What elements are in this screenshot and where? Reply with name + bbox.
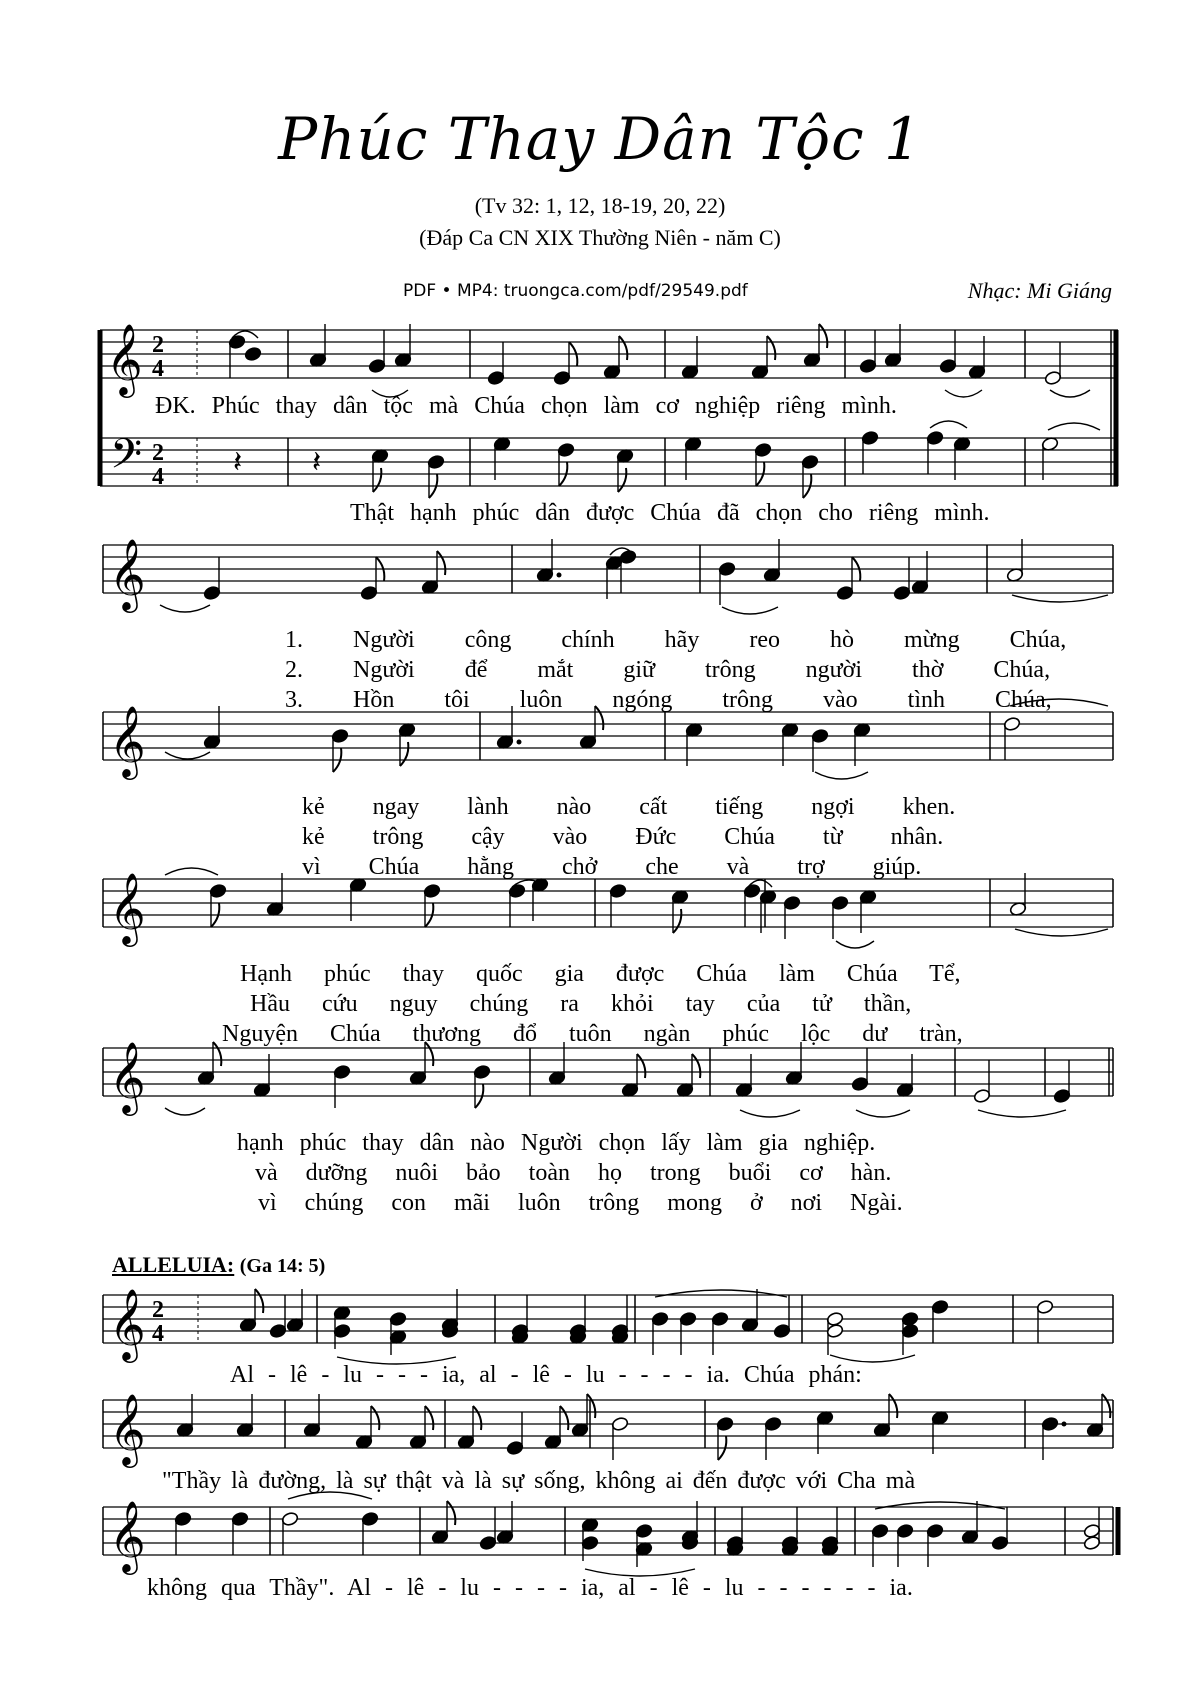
note-flag [437,551,445,575]
note-head [635,1523,653,1538]
song-title: Phúc Thay Dân Tộc 1 [278,105,922,173]
slur [655,1290,787,1297]
note-flag [587,1394,595,1418]
note-dot [557,573,562,578]
note-flag [255,1289,263,1313]
note-head [851,1076,869,1091]
alleluia-title: ALLELUIA: [112,1252,235,1277]
note-dot [517,740,522,745]
slur [1048,423,1100,430]
note-head [609,883,627,898]
note-head [773,1323,791,1338]
refrain-upper-lyrics: ĐK. Phúc thay dân tộc mà Chúa chọn làm cơ nghiệp riêng mình. [155,393,897,419]
note-flag [673,909,681,933]
slur [815,772,868,779]
verse-3-line-3: Nguyện Chúa thương đổ tuôn ngàn phúc lộc dư tràn, [222,1021,963,1047]
psalm-reference: (Tv 32: 1, 12, 18-19, 20, 22) [474,193,726,218]
slur [1050,390,1090,397]
time-signature-top: 2 [152,440,164,466]
note-head [581,1535,599,1550]
verse-3-line-1: 3. Hồn tôi luôn ngóng trông vào tình Chúa, [285,687,1052,713]
note-head [754,442,772,457]
note-head [331,728,349,743]
note-head [557,442,575,457]
note-head [1053,1088,1071,1103]
slur [722,607,778,614]
verse-1-line-4: hạnh phúc thay dân nào Người chọn lấy làm gia nghiệp. [237,1130,876,1156]
note-flag [819,324,827,348]
note-flag [618,468,626,492]
verse-3-line-2: vì Chúa hằng chở che và trợ giúp. [302,854,922,880]
note-flag [213,1042,221,1066]
treble-clef-icon: 𝄞 [109,1040,146,1113]
note-head [926,1523,944,1538]
slur [875,1502,1005,1509]
time-signature-top: 2 [152,1297,164,1323]
note-head [711,1311,729,1326]
slur [740,1110,800,1117]
slur [830,1355,915,1362]
note-head [801,454,819,469]
note-head [1036,1299,1054,1314]
note-head [861,430,879,445]
note-flag [619,336,627,360]
note-head [651,1311,669,1326]
note-head [203,585,221,600]
alleluia-reference: (Ga 14: 5) [239,1255,326,1277]
slur [930,421,967,428]
note-head [926,430,944,445]
note-head [1041,1416,1059,1431]
note-head [427,454,445,469]
note-flag [371,1406,379,1430]
alleluia-heading [112,1252,325,1278]
time-signature-bottom: 4 [152,356,164,382]
note-flag [425,1406,433,1430]
note-flag [692,1054,700,1078]
treble-clef-icon: 𝄞 [109,1392,146,1465]
note-flag [560,1406,568,1430]
verse-3-line-4: vì chúng con mãi luôn trông mong ở nơi Ngài. [258,1190,903,1216]
note-head [811,728,829,743]
time-signature-bottom: 4 [152,464,164,490]
note-head [939,358,957,373]
note-head [487,370,505,385]
note-head [506,1440,524,1455]
verse-2-line-1: 2. Người để mắt giữ trông người thờ Chúa, [285,657,1051,683]
quarter-rest-icon: 𝄽 [312,445,322,480]
treble-clef-icon: 𝄞 [109,1499,146,1572]
note-head [826,1311,844,1326]
note-head [244,346,262,361]
note-head [931,1299,949,1314]
slur [165,868,218,875]
note-head [973,1088,991,1103]
note-head [360,585,378,600]
note-head [269,1323,287,1338]
note-head [901,1323,919,1338]
note-head [991,1535,1009,1550]
note-head [716,1416,734,1431]
note-head [743,883,761,898]
note-head [368,358,386,373]
note-head [826,1323,844,1338]
time-signature-bottom: 4 [152,1321,164,1347]
treble-clef-icon: 𝄞 [109,537,146,610]
slur [978,1110,1066,1117]
slur [165,1108,205,1115]
note-flag [373,468,381,492]
liturgy-note: (Đáp Ca CN XIX Thường Niên - năm C) [419,225,781,250]
note-head [1083,1523,1101,1538]
slur [165,752,210,759]
bass-clef-icon: 𝄢 [110,430,143,488]
note-head [473,1064,491,1079]
treble-clef-icon: 𝄞 [109,1287,146,1360]
note-flag [400,742,408,766]
treble-clef-icon: 𝄞 [109,871,146,944]
note-head [764,1416,782,1431]
note-head [718,561,736,576]
verse-2-line-3: Hầu cứu nguy chúng ra khỏi tay của tử thần, [250,991,912,1017]
note-flag [1102,1394,1110,1418]
alleluia-line-1: Al - lê - lu - - - ia, al - lê - lu - - - - ia. Chúa phán: [230,1362,862,1388]
slur [160,605,210,612]
note-flag [767,336,775,360]
note-head [783,895,801,910]
note-dot [1062,1422,1067,1427]
note-flag [447,1501,455,1525]
treble-clef-icon: 𝄞 [109,704,146,777]
refrain-lower-lyrics: Thật hạnh phúc dân được Chúa đã chọn cho riêng mình. [350,500,990,526]
note-head [361,1511,379,1526]
note-flag [889,1394,897,1418]
note-head [836,585,854,600]
note-flag [473,1406,481,1430]
verse-1-line-2: kẻ ngay lành nào cất tiếng ngợi khen. [302,794,956,820]
note-head [893,585,911,600]
note-head [508,883,526,898]
note-head [174,1511,192,1526]
slur [945,390,982,397]
note-head [209,883,227,898]
verse-1-line-3: Hạnh phúc thay quốc gia được Chúa làm Chúa Tể, [240,961,961,987]
note-head [901,1311,919,1326]
alleluia-line-2: "Thầy là đường, là sự thật và là sự sống, không ai đến được với Cha mà [162,1468,916,1494]
quarter-rest-icon: 𝄽 [233,445,243,480]
slur [856,1110,910,1117]
pdf-link[interactable]: PDF • MP4: truongca.com/pdf/29549.pdf [403,281,748,301]
note-head [859,358,877,373]
note-head [831,895,849,910]
note-head [281,1511,299,1526]
verse-2-line-4: và dưỡng nuôi bảo toàn họ trong buổi cơ hàn. [255,1160,892,1186]
note-head [679,1311,697,1326]
alleluia-line-3: không qua Thầy". Al - lê - lu - - - - ia, al - lê - lu - - - - - - ia. [147,1575,913,1601]
note-flag [637,1054,645,1078]
slur [1012,595,1108,602]
treble-clef-icon: 𝄞 [106,322,143,395]
verse-1-line-1: 1. Người công chính hãy reo hò mừng Chúa, [285,627,1067,653]
note-head [333,1064,351,1079]
note-head [553,370,571,385]
slur [1015,929,1108,936]
note-head [228,334,246,349]
note-head [1003,716,1021,731]
note-head [896,1523,914,1538]
note-head [333,1323,351,1338]
note-head [871,1523,889,1538]
slur [836,941,874,948]
note-head [1044,370,1062,385]
note-head [611,1416,629,1431]
verse-2-line-2: kẻ trông cậy vào Đức Chúa từ nhân. [302,824,944,850]
note-head [479,1535,497,1550]
note-head [389,1311,407,1326]
time-signature-top: 2 [152,332,164,358]
composer-credit: Nhạc: Mi Giáng [967,278,1112,303]
note-head [231,1511,249,1526]
note-head [1083,1535,1101,1550]
note-head [423,883,441,898]
